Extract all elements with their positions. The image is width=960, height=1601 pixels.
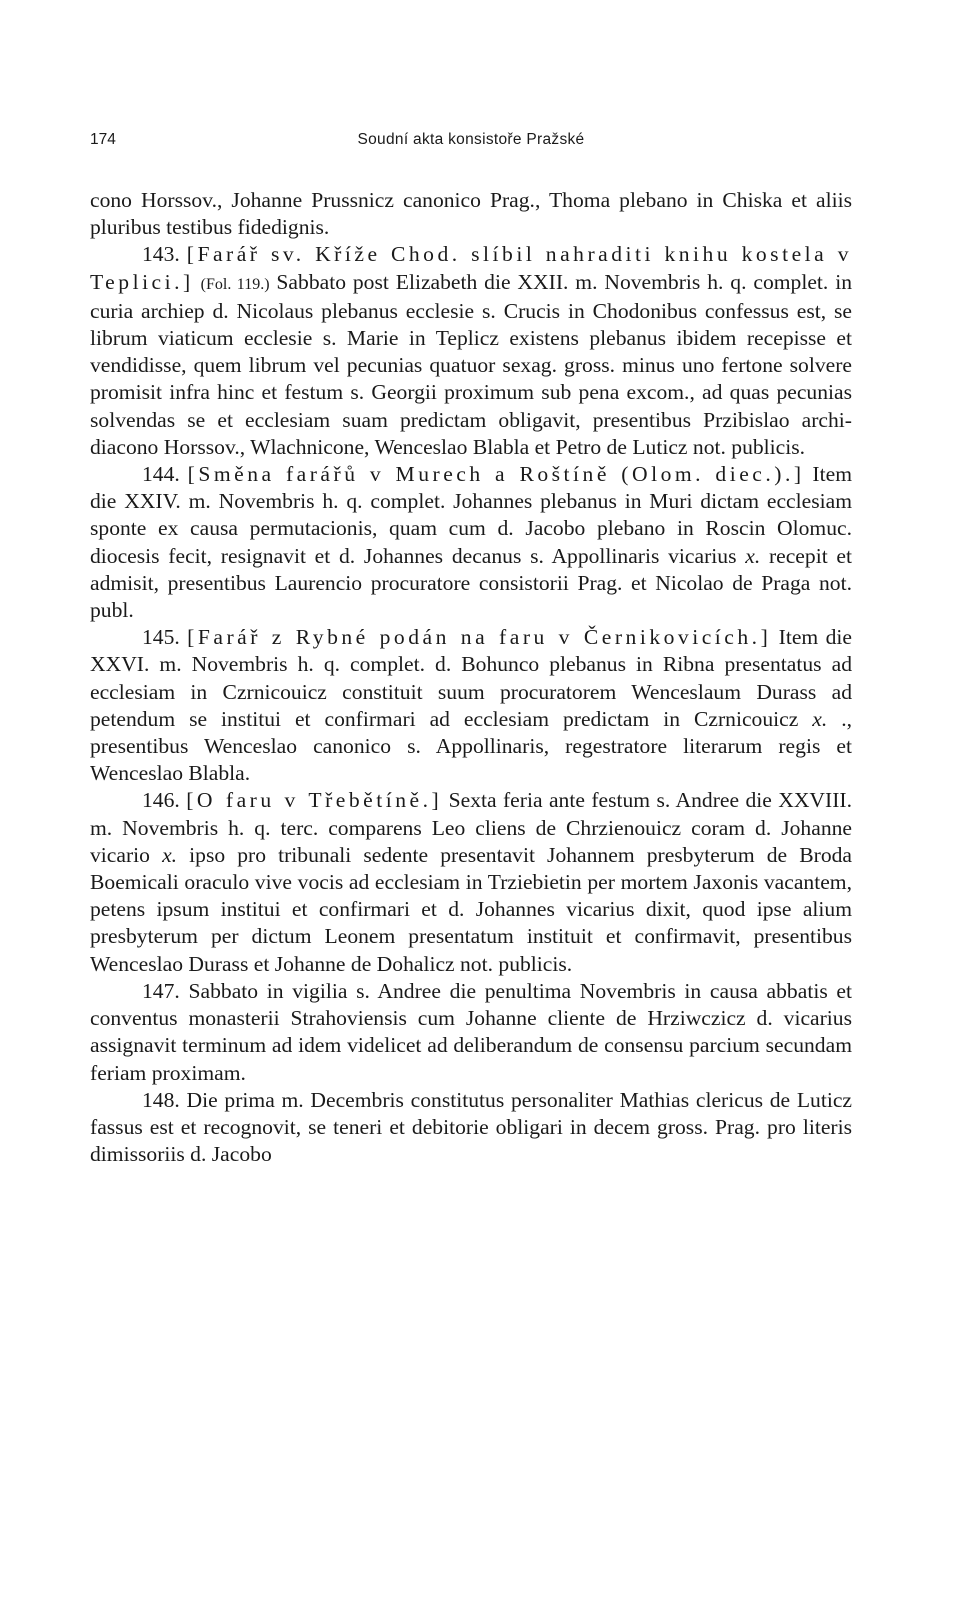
entry-heading: [Farář sv. Kříže Chod. slíbil nahraditi knihu kostela v Teplici.]: [90, 242, 852, 294]
entry-147: [90, 978, 852, 1087]
entry-number: 148.: [142, 1087, 180, 1112]
paragraph-continuation: [90, 187, 852, 241]
entry-heading: [Farář z Rybné podán na faru v Černikovicích.]: [187, 625, 772, 650]
body-text: [90, 187, 852, 1168]
entry-number: 146.: [142, 788, 180, 813]
paragraph-text: cono Horssov., Johanne Prussnicz canonico Prag., Thoma plebano in Chiska et aliis pluribus testibus fidedignis.: [90, 188, 852, 240]
entry-text: Die prima m. Decembris constitutus personaliter Mathias clericus de Luticz fassus est et recognovit, se teneri et debitorie obligari in decem gross. Prag. pro literis dimissoriis d. Jacobo: [90, 1087, 852, 1167]
entry-text: recepit et admisit, presentibus Laurencio procuratore consistorii Prag. et Nicolao de Praga not. publ.: [90, 543, 853, 623]
entry-number: 147.: [142, 978, 180, 1003]
entry-number: 144.: [142, 462, 180, 487]
entry-text: Sabbato post Elizabeth die XXII. m. Novembris h. q. complet. in curia archiep d. Nicolaus plebanus ecclesie s. Crucis in Chodonibus confessus est, se librum viaticum ecclesie s. Marie in Teplicz existens plebanus ibidem recepisse et vendidisse, quem librum vel pecunias quatuor sexag. gross. minus uno fertone solvere promisit infra hinc et festum s. Georgii proximum sub pena excom., ad quas pecunias solvendas se et ecclesiam suam predictam obligavit, presentibus Przibislao archidiacono Horssov., Wlachnicone, Wenceslao Blabla et Petro de Luticz not. publicis.: [90, 269, 852, 459]
entry-text: Sexta feria ante festum s. Andree die XXVIII. m. Novembris h. q. terc. comparens Leo cliens de Chrzienouicz coram d. Johanne vicario: [90, 788, 852, 867]
entry-heading: [Směna farářů v Murech a Roštíně (Olom. diec.).]: [187, 462, 805, 487]
entry-143: [90, 241, 852, 461]
entry-number: 145.: [142, 625, 180, 650]
page-number: 174: [90, 131, 116, 148]
entry-text: ., presentibus Wenceslao canonico s. Appollinaris, regestratore literarum regis et Wenceslao Blabla.: [90, 706, 852, 786]
entry-148: [90, 1087, 852, 1169]
entry-text: ipso pro tribunali sedente presentavit Johannem presbyterum de Broda Boemicali oraculo vive vocis ad ecclesiam in Trziebietin per mortem Jaxonis vacantem, petens ipsum institui et confirmari et d. Johannes vicarius dixit, quod ipse alium presbyterum per dictum Leonem presentatum instituit et confirmavit, presentibus Wenceslao Durass et Johanne de Dohalicz not. publicis.: [90, 842, 852, 976]
entry-heading: [O faru v Třebětíně.]: [186, 788, 443, 813]
entry-text-italic: x.: [162, 842, 178, 867]
entry-146: [90, 787, 852, 977]
entry-144: [90, 461, 852, 624]
entry-number: 143.: [142, 242, 180, 267]
entry-text: Sabbato in vigilia s. Andree die penultima Novembris in causa abbatis et conventus monasterii Strahoviensis cum Johanne cliente de Hrziwczicz d. vicarius assignavit terminum ad idem videlicet ad deliberandum de consensu parcium secundam feriam proximam.: [90, 978, 852, 1085]
running-header: [90, 131, 852, 155]
entry-145: [90, 624, 852, 787]
entry-text-italic: x.: [812, 706, 828, 731]
entry-text: Item die XXVI. m. Novembris h. q. complet. d. Bohunco plebanus in Ribna presentatus ad ecclesiam in Czrnicouicz constituit suum procuratorem Wenceslaum Durass ad petendum se institui et confirmari ad ecclesiam predictam in Czrnicouicz: [90, 625, 852, 731]
folio-reference: (Fol. 119.): [200, 275, 270, 293]
entry-text-italic: x.: [745, 543, 761, 568]
running-title: Soudní akta konsistoře Pražské: [357, 131, 585, 148]
entry-text: Item die XXIV. m. Novembris h. q. complet. Johannes plebanus in Muri dictam ecclesiam sponte ex causa permutacionis, quam cum d. Jacobo plebano in Roscin Olomuc. diocesis fecit, resignavit et d. Johannes decanus s. Appollinaris vicarius: [90, 462, 852, 568]
